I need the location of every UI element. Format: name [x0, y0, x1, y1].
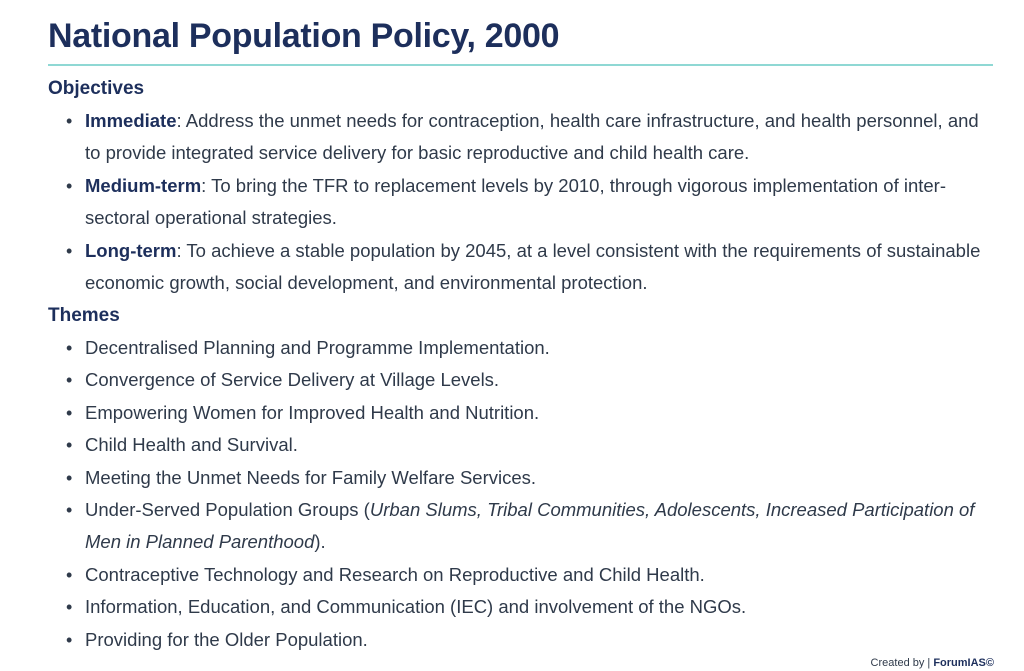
- bullet-icon: •: [66, 629, 73, 650]
- title-divider: [48, 64, 993, 66]
- bullet-icon: •: [66, 500, 73, 521]
- underserved-groups: Urban Slums, Tribal Communities, Adolescents, Increased Participation of Men in Planned Parenthood: [85, 499, 975, 553]
- bullet-icon: •: [66, 370, 73, 391]
- objective-text: : Address the unmet needs for contraception, health care infrastructure, and health personnel, and to provide integrated service delivery for basic reproductive and child health care.: [85, 110, 979, 164]
- theme-item: • Child Health and Survival.: [66, 429, 996, 461]
- objective-term: Immediate: [85, 110, 177, 131]
- themes-list: [66, 332, 996, 656]
- objectives-list: [66, 105, 996, 299]
- objective-item-long-term: [66, 235, 996, 300]
- theme-item: • Empowering Women for Improved Health and Nutrition.: [66, 397, 996, 429]
- theme-item: • Decentralised Planning and Programme Implementation.: [66, 332, 996, 364]
- bullet-icon: •: [66, 467, 73, 488]
- theme-item: • Convergence of Service Delivery at Village Levels.: [66, 364, 996, 396]
- bullet-icon: •: [66, 175, 73, 196]
- theme-item: • Information, Education, and Communication (IEC) and involvement of the NGOs.: [66, 591, 996, 623]
- bullet-icon: •: [66, 402, 73, 423]
- bullet-icon: •: [66, 435, 73, 456]
- objective-text: : To bring the TFR to replacement levels by 2010, through vigorous implementation of inter-sectoral operational strategies.: [85, 174, 947, 229]
- bullet-icon: •: [66, 240, 73, 261]
- objectives-heading: Objectives: [48, 78, 145, 99]
- bullet-icon: •: [66, 597, 73, 618]
- objective-text: : To achieve a stable population by 2045, at a level consistent with the requirements of sustainable economic growth, social development, and environmental protection.: [85, 239, 981, 294]
- objective-term: Long-term: [85, 239, 177, 261]
- theme-item: • Meeting the Unmet Needs for Family Welfare Services.: [66, 462, 996, 494]
- bullet-icon: •: [66, 564, 73, 585]
- objective-item-immediate: [66, 105, 996, 170]
- objective-item-medium-term: [66, 170, 996, 235]
- theme-item: • Providing for the Older Population.: [66, 624, 996, 656]
- page-title: National Population Policy, 2000: [48, 17, 560, 55]
- bullet-icon: •: [66, 111, 73, 131]
- themes-heading: Themes: [48, 305, 120, 326]
- objective-term: Medium-term: [85, 174, 202, 196]
- footer-credit: Created by | ForumIAS©: [870, 657, 994, 669]
- bullet-icon: •: [66, 338, 73, 358]
- brand-name: ForumIAS©: [933, 657, 994, 669]
- theme-item-underserved: • Under-Served Population Groups (Urban Slums, Tribal Communities, Adolescents, Increased Participation of Men in Planned Parenthood).: [66, 494, 996, 559]
- theme-item: • Contraceptive Technology and Research on Reproductive and Child Health.: [66, 559, 996, 591]
